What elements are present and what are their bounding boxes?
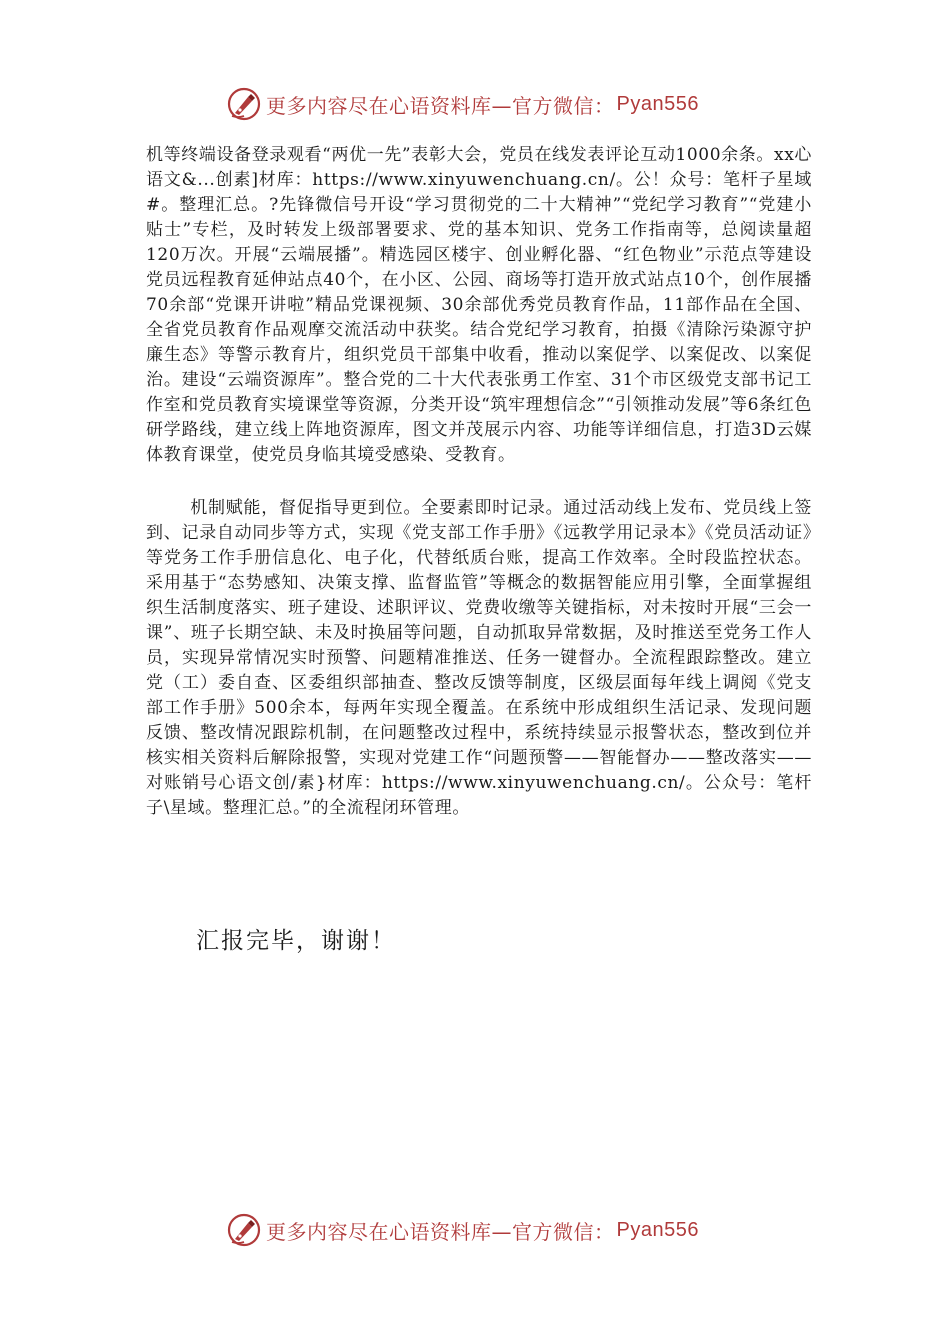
pen-nib-icon	[226, 86, 262, 122]
pen-nib-icon	[226, 1212, 262, 1248]
paragraph-gap	[146, 468, 812, 496]
body-paragraph-2: 机制赋能，督促指导更到位。全要素即时记录。通过活动线上发布、党员线上签到、记录自动同步等方式，实现《党支部工作手册》《远教学用记录本》《党员活动证》等党务工作手册信息化、电子化，代替纸质台账，提高工作效率。全时段监控状态。采用基于“态势感知、决策支撑、监督监管”等概念的数据智能应用引擎，全面掌握组织生活制度落实、班子建设、述职评议、党费收缴等关键指标，对未按时开展“三会一课”、班子长期空缺、未及时换届等问题，自动抓取异常数据，及时推送至党务工作人员，实现异常情况实时预警、问题精准推送、任务一键督办。全流程跟踪整改。建立党（工）委自查、区委组织部抽查、整改反馈等制度，区级层面每年线上调阅《党支部工作手册》500余本，每两年实现全覆盖。在系统中形成组织生活记录、发现问题反馈、整改情况跟踪机制，在问题整改过程中，系统持续显示报警状态，整改到位并核实相关资料后解除报警，实现对党建工作“问题预警——智能督办——整改落实——对账销号心语文创/素}材库：https://www.xinyuwenchuang.cn/。公众号：笔杆子\星域。整理汇总。”的全流程闭环管理。	[146, 498, 812, 818]
banner-account-id: Pyan556	[616, 92, 699, 115]
banner-text: 更多内容尽在心语资料库—官方微信：	[266, 1219, 615, 1244]
footer-banner	[226, 1210, 699, 1250]
closing-remark: 汇报完毕，谢谢！	[196, 928, 396, 954]
header-banner	[226, 84, 699, 124]
body-paragraph-1: 机等终端设备登录观看“两优一先”表彰大会，党员在线发表评论互动1000余条。xx心语文&...创素]材库：https://www.xinyuwenchuang.cn/。公！众号：笔杆子星域#。整理汇总。?先锋微信号开设“学习贯彻党的二十大精神”“党纪学习教育”“党建小贴士”专栏，及时转发上级部署要求、党的基本知识、党务工作指南等，总阅读量超120万次。开展“云端展播”。精选园区楼宇、创业孵化器、“红色物业”示范点等建设党员远程教育延伸站点40个，在小区、公园、商场等打造开放式站点10个，创作展播70余部“党课开讲啦”精品党课视频、30余部优秀党员教育作品，11部作品在全国、全省党员教育作品观摩交流活动中获奖。结合党纪学习教育，拍摄《清除污染源守护廉生态》等警示教育片，组织党员干部集中收看，推动以案促学、以案促改、以案促治。建设“云端资源库”。整合党的二十大代表张勇工作室、31个市区级党支部书记工作室和党员教育实境课堂等资源，分类开设“筑牢理想信念”“引领推动发展”等6条红色研学路线，建立线上阵地资源库，图文并茂展示内容、功能等详细信息，打造3D云媒体教育课堂，使党员身临其境受感染、受教育。	[146, 145, 812, 465]
document-body	[146, 143, 812, 821]
banner-text: 更多内容尽在心语资料库—官方微信：	[266, 93, 615, 118]
banner-account-id: Pyan556	[616, 1218, 699, 1241]
